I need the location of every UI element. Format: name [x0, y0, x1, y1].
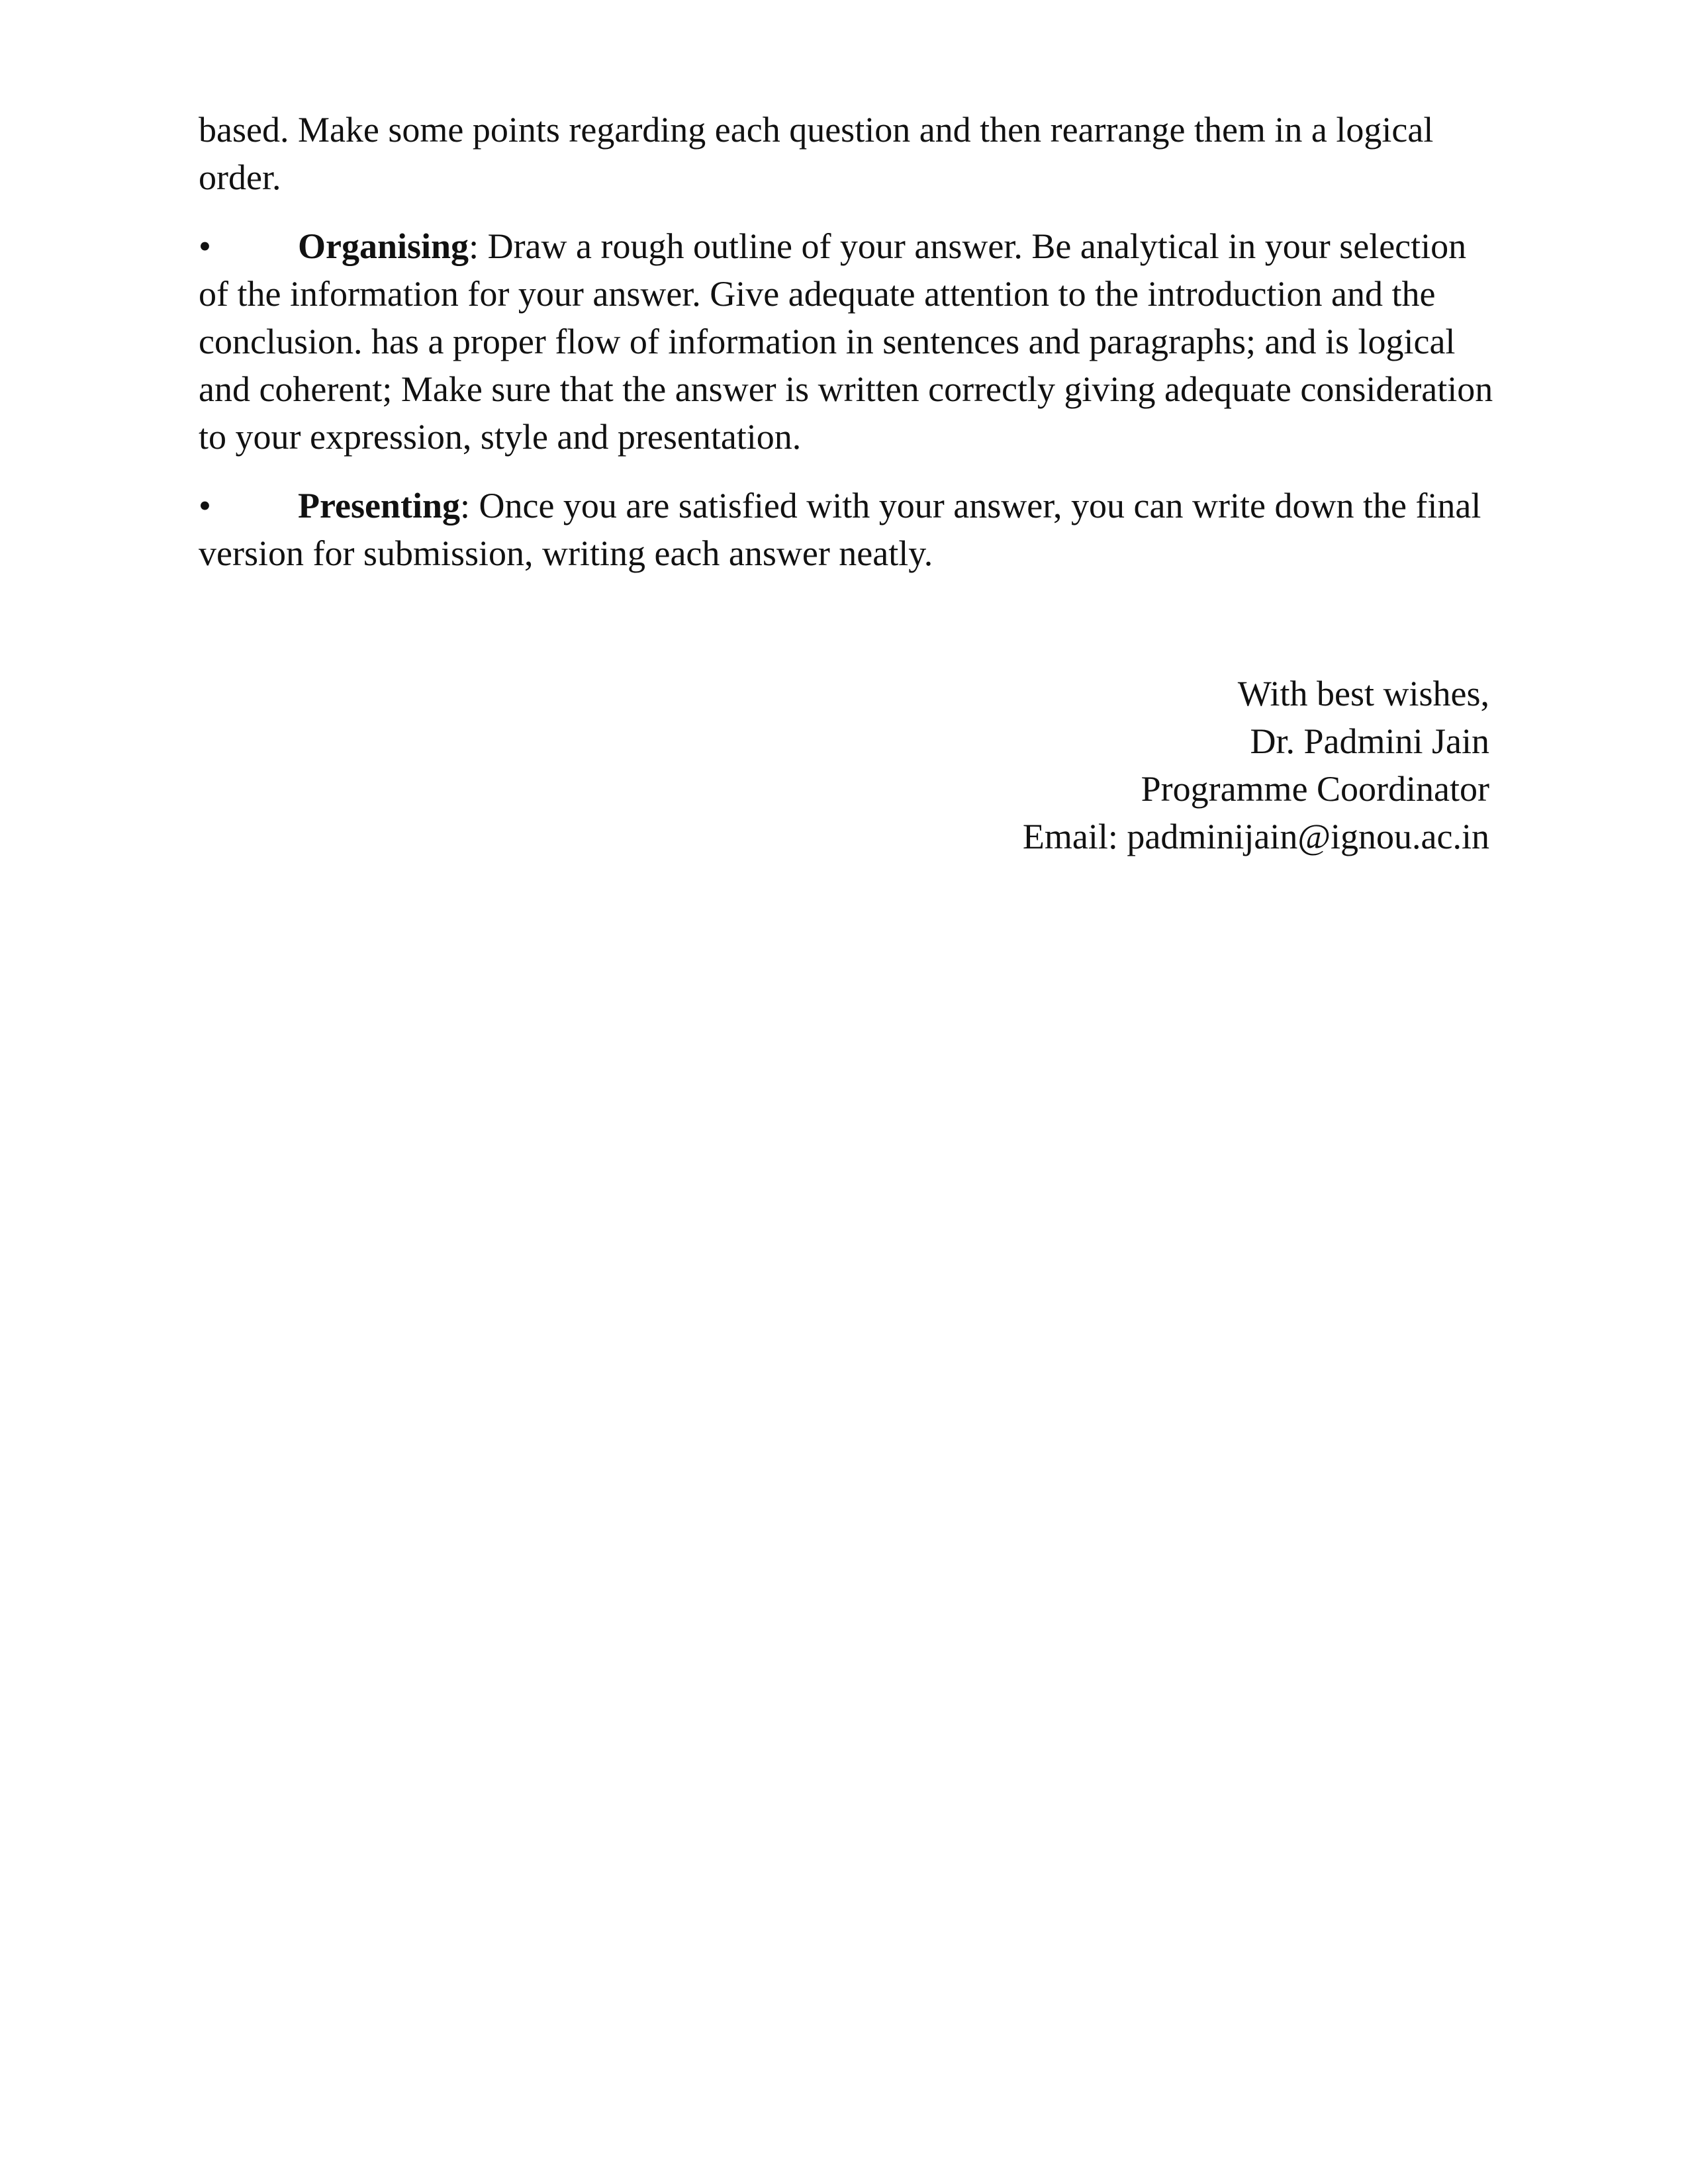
bullet-text: Draw a rough outline of your answer. Be analytical in your selection of the information for your answer. Give adequate attention to the introduction and the conclusion. has a proper flow of information in sentences and paragraphs; and is logical and coherent; Make sure that the answer is written correctly giving adequate consideration to your expression, style and presentation. — [199, 226, 1493, 457]
bullet-icon: • — [199, 226, 211, 266]
signature-block — [1023, 670, 1489, 860]
signature-closing: With best wishes, — [1237, 674, 1489, 713]
intro-paragraph: based. Make some points regarding each question and then rearrange them in a logical order. — [199, 110, 1434, 197]
bullet-organising — [199, 222, 1496, 461]
signature-name: Dr. Padmini Jain — [1250, 721, 1489, 761]
signature-title: Programme Coordinator — [1141, 769, 1489, 809]
document-body — [199, 106, 1496, 598]
bullet-separator: : — [459, 486, 470, 525]
bullet-text: Once you are satisfied with your answer, you can write down the final version for submission, writing each answer neatly. — [199, 486, 1481, 573]
bullet-term: Presenting — [298, 486, 460, 525]
bullet-term: Organising — [298, 226, 469, 266]
bullet-icon: • — [199, 486, 211, 525]
bullet-separator: : — [469, 226, 479, 266]
signature-email: Email: padminijain@ignou.ac.in — [1022, 817, 1489, 856]
bullet-presenting — [199, 482, 1496, 577]
